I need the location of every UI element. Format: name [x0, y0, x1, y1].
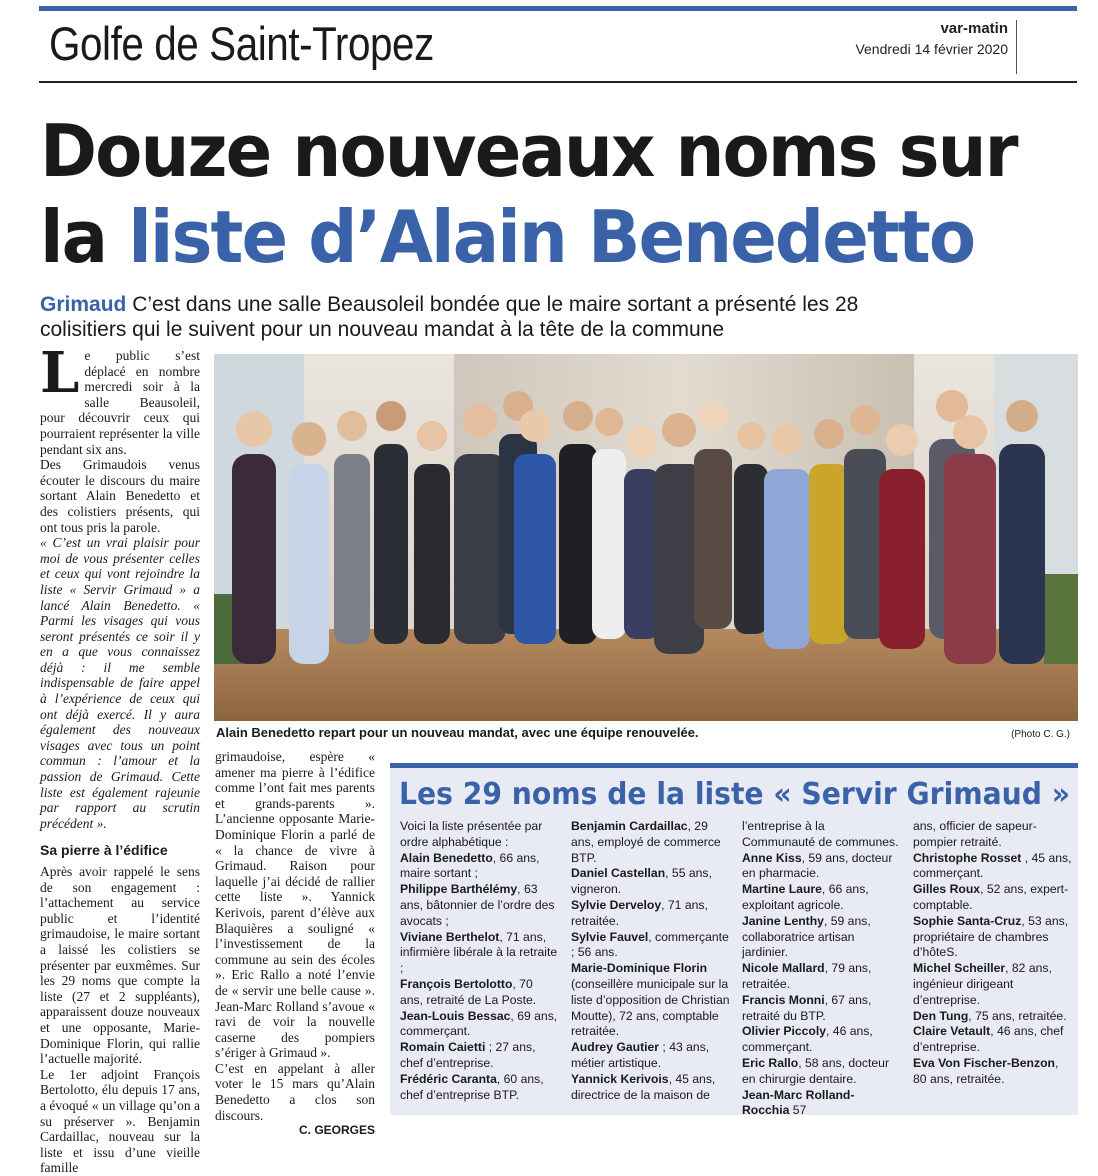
- candidate-list-columns: [400, 819, 1072, 1119]
- article-column-1: [40, 340, 200, 1176]
- candidate-name: Benjamin Cardaillac: [571, 819, 688, 833]
- candidate-entry: [742, 1024, 901, 1056]
- candidate-entry: [913, 882, 1072, 914]
- candidate-name: Daniel Castellan: [571, 866, 666, 881]
- candidate-entry: [742, 1088, 901, 1120]
- candidate-desc: , 53 ans, propriétaire de chambres d’hôteS.: [913, 913, 1069, 960]
- article-quote: « C’est un vrai plaisir pour moi de vous présenter celles et ceux qui vont rejoindre la liste « Servir Grimaud » a lancé Alain Benedetto. « Parmi les visages qui vous seront présentés ce soir il y en a que vous connaissez déjà : il me semble indispensable de faire appel à l’expérience de ceux qui ont déjà exercé. Il y aura également des nouveaux visages avec tous un point commun : l’amour et la passion de Grimaud. Cette liste est également rajeunie par rapport au scrutin précédent ».: [40, 535, 200, 831]
- candidate-entry: [742, 914, 901, 961]
- candidate-name: Michel Scheiller: [913, 961, 1006, 976]
- headline-line-2-highlight: liste d’Alain Benedetto: [128, 195, 975, 279]
- candidate-name: Eva Von Fischer-Benzon: [913, 1055, 1055, 1070]
- article-paragraph: C’est en appelant à aller voter le 15 mars qu’Alain Benedetto a clos son discours.: [215, 1060, 375, 1123]
- candidate-name: Claire Vetault: [913, 1024, 991, 1039]
- candidate-name: Sophie Santa-Cruz: [913, 913, 1022, 928]
- candidate-name: Francis Monni: [742, 992, 825, 1007]
- article-column-2: [215, 749, 375, 1139]
- candidate-desc: , 79 ans, retraitée.: [742, 961, 872, 991]
- candidate-entry: [400, 1040, 559, 1072]
- standfirst: [40, 292, 940, 342]
- candidate-name: Viviane Berthelot: [400, 929, 500, 944]
- candidate-entry: [571, 1072, 730, 1104]
- candidate-name: Martine Laure: [742, 882, 822, 897]
- candidate-entry: [913, 1024, 1072, 1056]
- candidate-entry: [742, 819, 901, 851]
- list-intro: Voici la liste présentée par ordre alphabétique :: [400, 819, 543, 849]
- candidate-entry: [742, 851, 901, 883]
- candidate-name: Frédéric Caranta: [400, 1071, 497, 1086]
- article-paragraph: Après avoir rappelé le sens de son engagement : l’attachement au service public et l’identité grimaudoise, le maire sortant a laissé les colistiers se présenter par euxmêmes. Sur les 29 noms que compte la liste (27 et 2 suppléants), apparaissent douze nouveaux et une opposante, Marie-Dominique Florin, qui rallie l’actuelle majorité.: [40, 864, 200, 1067]
- candidate-entry: [742, 882, 901, 914]
- candidate-list-box: [390, 763, 1078, 1118]
- candidate-name: Nicole Mallard: [742, 961, 825, 976]
- candidate-entry: [571, 1040, 730, 1072]
- standfirst-place: Grimaud: [40, 293, 127, 316]
- candidate-desc: , 60 ans, chef d’entreprise BTP.: [400, 1071, 544, 1102]
- candidate-entry: [742, 993, 901, 1025]
- candidate-desc: , 71 ans, infirmière libérale à la retraite ;: [400, 929, 558, 976]
- candidate-entry: [400, 1072, 559, 1104]
- candidate-desc: , 75 ans, retraitée.: [968, 1008, 1067, 1023]
- candidate-desc: , 52 ans, expert-comptable.: [913, 882, 1069, 912]
- top-accent-rule: [39, 6, 1077, 11]
- group-photo-illustration: [214, 354, 1078, 721]
- box-title: Les 29 noms de la liste « Servir Grimaud »: [399, 777, 1070, 812]
- candidate-name: Romain Caietti: [400, 1040, 486, 1055]
- candidate-desc: , 67 ans, retraité du BTP.: [742, 992, 872, 1023]
- candidate-name: Olivier Piccoly: [742, 1024, 827, 1039]
- candidate-desc: , 59 ans, collaboratrice artisan jardinier.: [742, 913, 871, 960]
- candidate-desc: , 82 ans, ingénieur dirigeant d’entreprise.: [913, 961, 1052, 1007]
- candidate-desc: (conseillère municipale sur la liste d’opposition de Christian Moutte), 72 ans, comptable retraitée.: [571, 976, 730, 1039]
- candidate-desc: , 70 ans, retraité de La Poste.: [400, 976, 537, 1007]
- candidate-desc: , 46 ans, chef d’entreprise.: [913, 1024, 1064, 1055]
- masthead-divider: [1016, 20, 1017, 74]
- candidate-desc: , 55 ans, vigneron.: [571, 866, 712, 897]
- article-paragraph: Des Grimaudois venus écouter le discours du maire sortant Alain Benedetto et des colistiers présents, qui ont tous pris la parole.: [40, 457, 200, 535]
- candidate-entry: [400, 977, 559, 1009]
- candidate-desc: , 69 ans, commerçant.: [400, 1008, 558, 1039]
- candidate-name: Yannick Kerivois: [571, 1071, 669, 1086]
- candidate-entry: [913, 961, 1072, 1008]
- candidate-desc: , 58 ans, docteur en chirurgie dentaire.: [742, 1055, 890, 1086]
- headline: [40, 108, 1017, 280]
- candidate-column: [742, 819, 901, 1119]
- candidate-desc: ; 43 ans, métier artistique.: [571, 1040, 710, 1070]
- candidate-entry: [400, 930, 559, 977]
- dropcap: L: [40, 340, 80, 406]
- candidate-desc: , 66 ans, exploitant agricole.: [742, 882, 869, 912]
- article-paragraph: Le 1er adjoint François Bertolotto, élu depuis 17 ans, a évoqué « un village qu’on a su préserver ». Benjamin Cardaillac, nouveau sur la liste et issu d’une vieille famille: [40, 1066, 200, 1176]
- candidate-name: Philippe Barthélémy: [400, 882, 518, 897]
- candidate-desc: ; 27 ans, chef d’entreprise.: [400, 1040, 536, 1070]
- candidate-desc: l’entreprise à la Communauté de communes.: [742, 819, 899, 849]
- candidate-name: Anne Kiss: [742, 850, 802, 865]
- candidate-name: Christophe Rosset: [913, 850, 1022, 865]
- candidate-entry: [571, 961, 730, 1040]
- headline-line-1: Douze nouveaux noms sur: [40, 109, 1017, 193]
- candidate-desc: , 46 ans, commerçant.: [742, 1024, 873, 1055]
- candidate-entry: [913, 851, 1072, 883]
- candidate-name: Sylvie Fauvel: [571, 929, 649, 944]
- candidate-name: Marie-Dominique Florin: [571, 961, 708, 976]
- candidate-entry: [571, 866, 730, 898]
- article-subhead: Sa pierre à l’édifice: [40, 842, 168, 859]
- candidate-desc: ans, officier de sapeur-pompier retraité.: [913, 819, 1037, 849]
- candidate-desc: , 63 ans, bâtonnier de l’ordre des avocats ;: [400, 882, 555, 928]
- candidate-desc: 57: [789, 1103, 807, 1118]
- candidate-entry: [742, 961, 901, 993]
- author-signature: C. GEORGES: [298, 1123, 375, 1138]
- candidate-entry: [400, 882, 559, 929]
- candidate-entry: [913, 819, 1072, 851]
- candidate-entry: [571, 819, 730, 866]
- publication-date: Vendredi 14 février 2020: [855, 41, 1008, 57]
- header-rule: [39, 81, 1077, 83]
- candidate-desc: , 59 ans, docteur en pharmacie.: [742, 850, 893, 881]
- candidate-name: Gilles Roux: [913, 882, 981, 897]
- candidate-desc: , 29 ans, employé de commerce BTP.: [571, 819, 721, 865]
- newspaper-name: var-matin: [940, 20, 1008, 37]
- candidate-name: Den Tung: [913, 1008, 969, 1023]
- candidate-entry: [400, 1009, 559, 1041]
- candidate-entry: [913, 914, 1072, 961]
- box-accent-rule: [390, 763, 1078, 768]
- candidate-name: Janine Lenthy: [742, 913, 824, 928]
- masthead: [855, 20, 1008, 57]
- candidate-name: François Bertolotto: [400, 976, 513, 991]
- candidate-desc: , 45 ans, commerçant.: [913, 850, 1072, 881]
- group-photo: [214, 354, 1078, 721]
- candidate-entry: [913, 1009, 1072, 1025]
- section-rubric: Golfe de Saint-Tropez: [49, 17, 434, 70]
- headline-line-2-prefix: la: [40, 195, 129, 279]
- candidate-name: Sylvie Derveloy: [571, 897, 662, 912]
- candidate-entry: [400, 851, 559, 883]
- candidate-name: Jean-Marc Rolland-Rocchia: [742, 1087, 855, 1118]
- candidate-name: Jean-Louis Bessac: [400, 1008, 511, 1023]
- photo-credit: (Photo C. G.): [1011, 729, 1070, 740]
- candidate-entry: [913, 1056, 1072, 1088]
- candidate-desc: , 71 ans, retraitée.: [571, 897, 708, 928]
- candidate-desc: , 80 ans, retraitée.: [913, 1055, 1059, 1086]
- candidate-column: [571, 819, 730, 1119]
- candidate-name: Audrey Gautier: [571, 1040, 660, 1055]
- candidate-column: [400, 819, 559, 1119]
- candidate-name: Eric Rallo: [742, 1055, 799, 1070]
- candidate-entry: [742, 1056, 901, 1088]
- photo-caption: Alain Benedetto repart pour un nouveau mandat, avec une équipe renouvelée.: [216, 725, 699, 740]
- standfirst-text: C’est dans une salle Beausoleil bondée que le maire sortant a présenté les 28 colisitiers qui le suivent pour un nouveau mandat à la tête de la commune: [40, 293, 859, 341]
- candidate-desc: , 66 ans, maire sortant ;: [400, 850, 540, 881]
- article-paragraph: grimaudoise, espère « amener ma pierre à l’édifice comme l’ont fait mes parents et grands-parents ». L’ancienne opposante Marie-Dominique Florin a parlé de « la chance de vivre à Grimaud. Raison pour laquelle j’ai décidé de rallier cette liste ». Yannick Kerivois, parent d’élève aux Blaquières a souligné « l’investissement de la commune au sein des écoles ». Eric Rallo a noté l’envie de « servir une belle cause ». Jean-Marc Rolland s’avoue « ravi de voir la nouvelle caserne des pompiers s’ériger à Grimaud ».: [215, 749, 375, 1061]
- candidate-desc: , commerçante ; 56 ans.: [571, 929, 729, 960]
- candidate-desc: , 45 ans, directrice de la maison de: [571, 1071, 716, 1102]
- candidate-entry: [571, 930, 730, 962]
- candidate-column: [913, 819, 1072, 1119]
- article-paragraph: e public s’est déplacé en nombre mercredi soir à la salle Beausoleil, pour découvrir ceux qui pourraient représenter la ville pendant six ans.: [40, 348, 200, 457]
- candidate-entry: [571, 898, 730, 930]
- candidate-name: Alain Benedetto: [400, 850, 493, 865]
